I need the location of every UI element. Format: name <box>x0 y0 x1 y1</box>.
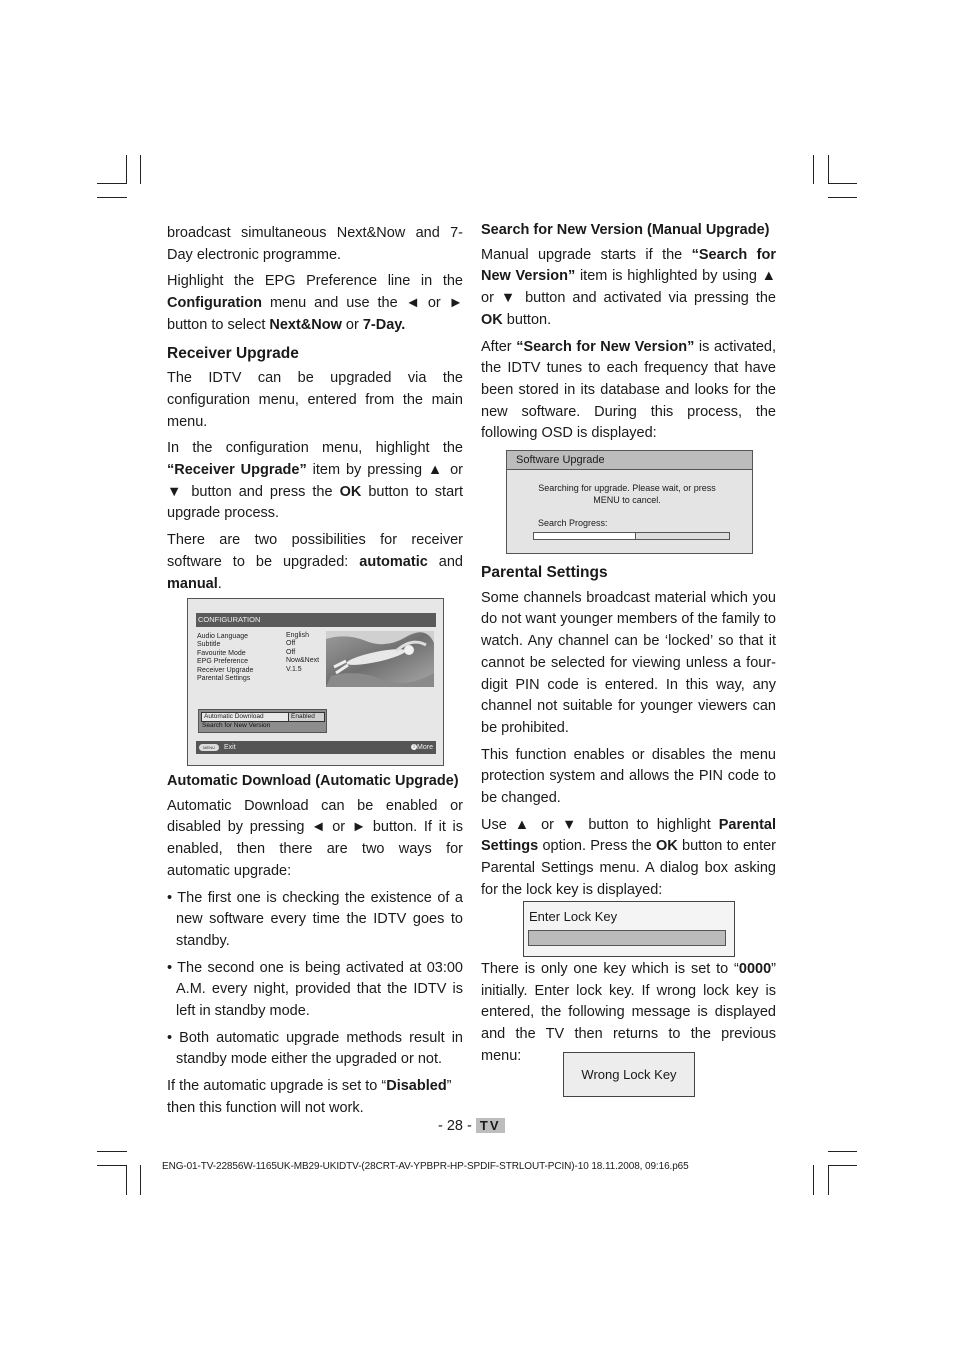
osd-message: Searching for upgrade. Please wait, or press MENU to cancel. <box>538 483 716 505</box>
osd-footer <box>196 741 436 754</box>
auto-download-value: Enabled <box>288 713 324 721</box>
osd-values <box>286 632 319 674</box>
paragraph: After “Search for New Version” is activated, the IDTV tunes to each frequency that have been stored in its database and looks for the new software. During this process, the following OSD is displayed: <box>481 338 777 442</box>
auto-download-row[interactable] <box>201 712 325 722</box>
paragraph: Use ▲ or ▼ button to highlight Parental Settings option. Press the OK button to enter Parental Settings menu. A dialog box asking for the lock key is displayed: <box>481 816 777 898</box>
progress-fill <box>534 533 636 539</box>
page-number: - 28 - TV <box>438 1118 505 1134</box>
paragraph: Automatic Download can be enabled or disabled by pressing ◄ or ► button. If it is enabled, then there are two ways for automatic upgrade: <box>167 797 463 879</box>
crop-mark <box>126 155 127 184</box>
menu-item[interactable]: Audio Language <box>197 633 248 640</box>
paragraph: Manual upgrade starts if the “Search for New Version” item is highlighted by using ▲ or ▼ button and activated via pressing the OK button. <box>481 246 776 328</box>
paragraph: The IDTV can be upgraded via the configuration menu, entered from the main menu. <box>167 370 463 430</box>
osd-labels <box>197 633 253 683</box>
paragraph: There is only one key which is set to “0000” initially. Enter lock key. If wrong lock key is entered, the following message is displayed and the TV then returns to the previous menu: <box>481 961 776 1064</box>
crop-mark <box>828 197 857 198</box>
lock-key-input[interactable] <box>528 930 726 946</box>
paragraph: If the automatic upgrade is set to “Disabled” then this function will not work. <box>167 1078 452 1116</box>
more-label[interactable]: i More <box>411 741 433 754</box>
dialog-label: Enter Lock Key <box>529 909 618 924</box>
section-heading-parental-settings: Parental Settings <box>481 564 608 581</box>
crop-mark <box>828 155 829 184</box>
crop-mark <box>126 1165 127 1195</box>
menu-item[interactable]: EPG Preference <box>197 658 248 666</box>
crop-mark <box>813 1165 814 1195</box>
progress-label: Search Progress: <box>538 518 608 528</box>
print-footer: ENG-01-TV-22856W-1165UK-MB29-UKIDTV-(28CRT-AV-YPBPR-HP-SPDIF-STRLOUT-PCIN)-10 18.11.2008, 09:16.p65 <box>162 1161 689 1172</box>
right-column-top <box>481 220 776 450</box>
section-heading-auto-download: Automatic Download (Automatic Upgrade) <box>167 773 459 789</box>
menu-key-icon: MENU <box>199 744 219 751</box>
configuration-osd <box>187 598 444 766</box>
section-heading-receiver-upgrade: Receiver Upgrade <box>167 344 299 362</box>
menu-item[interactable]: Subtitle <box>197 641 221 649</box>
crop-mark <box>813 155 814 184</box>
software-upgrade-osd <box>506 450 753 554</box>
crop-mark <box>140 1165 141 1195</box>
enter-lock-key-dialog <box>523 901 735 957</box>
bullet-item: • Both automatic upgrade methods result in standby mode either the upgraded or not. <box>167 1029 463 1068</box>
menu-item[interactable]: Favourite Mode <box>197 649 246 657</box>
left-column-bottom <box>167 771 463 1125</box>
bullet-item: • The second one is being activated at 03:00 A.M. every night, provided that the IDTV is left in standby mode. <box>167 959 463 1020</box>
crop-mark <box>97 1151 127 1152</box>
right-column-bottom <box>481 556 776 907</box>
crop-mark <box>828 1165 829 1195</box>
paragraph: In the configuration menu, highlight the “Receiver Upgrade” item by pressing ▲ or ▼ button and press the OK button to start upgrade process. <box>167 440 464 522</box>
swimmer-image <box>326 631 434 687</box>
crop-mark <box>97 1165 127 1166</box>
section-tag: TV <box>476 1118 505 1133</box>
osd-title: Software Upgrade <box>507 451 752 470</box>
auto-download-box <box>198 709 327 733</box>
left-column-top <box>167 223 463 600</box>
crop-mark <box>140 155 141 184</box>
crop-mark <box>828 1151 857 1152</box>
crop-mark <box>97 197 127 198</box>
section-heading-manual-upgrade: Search for New Version (Manual Upgrade) <box>481 222 770 238</box>
paragraph: Some channels broadcast material which you do not want younger members of the family to watch. Any channel can be ‘locked’ so that it cannot be selected for viewing unless a four-digit PIN code is entered. In this way, any channel not suitable for younger viewers can be prohibited. <box>481 589 776 736</box>
menu-item[interactable]: Parental Settings <box>197 675 251 683</box>
wrong-lock-key-dialog: Wrong Lock Key <box>563 1052 695 1097</box>
osd-title: CONFIGURATION <box>196 613 436 627</box>
menu-item[interactable]: Receiver Upgrade <box>197 666 254 674</box>
paragraph: broadcast simultaneous Next&Now and 7-Day electronic programme. <box>167 225 463 263</box>
crop-mark <box>828 1165 857 1166</box>
search-new-version-item[interactable]: Search for New Version <box>202 722 271 729</box>
info-icon: i <box>411 744 417 750</box>
menu-value: Off <box>286 648 296 656</box>
exit-label[interactable]: Exit <box>224 744 236 751</box>
paragraph: Highlight the EPG Preference line in the Configuration menu and use the ◄ or ► button to select Next&Now or 7-Day. <box>167 273 463 333</box>
menu-value: V.1.5 <box>286 665 302 673</box>
menu-value: English <box>286 632 309 639</box>
bullet-item: • The first one is checking the existence of a new software every time the IDTV goes to standby. <box>167 889 463 949</box>
crop-mark <box>828 183 857 184</box>
auto-download-label: Automatic Download <box>204 713 264 720</box>
menu-value: Now&Next <box>286 657 320 665</box>
crop-mark <box>97 183 127 184</box>
search-progress-bar <box>533 532 730 540</box>
paragraph: There are two possibilities for receiver software to be upgraded: automatic and manual. <box>167 532 463 592</box>
menu-value: Off <box>286 640 296 648</box>
paragraph: This function enables or disables the menu protection system and allows the PIN code to be changed. <box>481 746 776 807</box>
